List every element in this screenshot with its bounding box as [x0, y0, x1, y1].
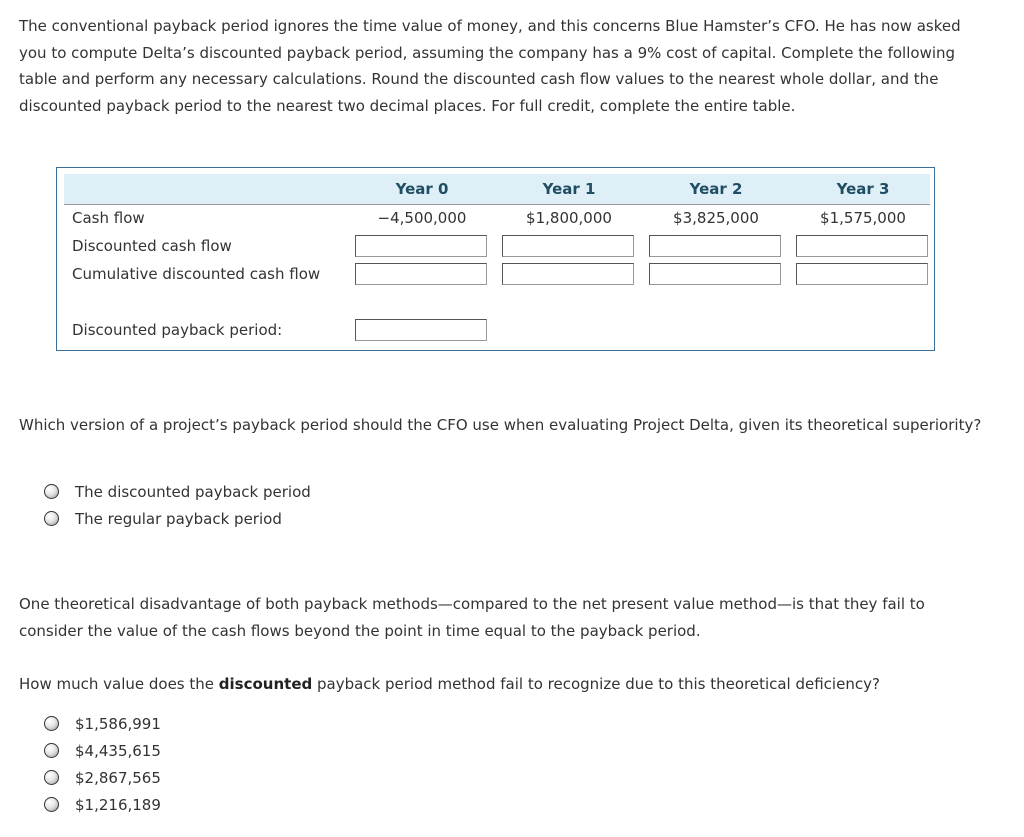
- intro-paragraph: The conventional payback period ignores the time value of money, and this concerns Blue Hamster’s CFO. He has now asked you to compute Delta’s discounted payback period, assuming the company has a 9% cost of capital. Complete the following table and perform any necessary calculations. Round the discounted cash flow values to the nearest whole dollar, and the discounted payback period to the nearest two decimal places. For full credit, complete the entire table.: [19, 17, 961, 115]
- radio-button-icon[interactable]: [44, 797, 59, 812]
- cash-flow-year-1: $1,800,000: [526, 209, 612, 227]
- payback-period-label: Discounted payback period:: [72, 321, 283, 339]
- discounted-cash-flow-year-3-input[interactable]: [796, 235, 928, 257]
- cash-flow-year-0: −4,500,000: [377, 209, 467, 227]
- question-2-text: How much value does the discounted payback period method fail to recognize due to this theoretical deficiency?: [19, 675, 880, 693]
- discounted-cash-flow-year-2-input[interactable]: [649, 235, 781, 257]
- cumulative-dcf-year-1-input[interactable]: [502, 263, 634, 285]
- row-label-cash-flow: Cash flow: [72, 209, 145, 227]
- row-label-cumulative-discounted-cash-flow: Cumulative discounted cash flow: [72, 265, 321, 283]
- header-year-1: Year 1: [542, 180, 596, 198]
- cash-flow-year-3: $1,575,000: [820, 209, 906, 227]
- header-year-2: Year 2: [689, 180, 743, 198]
- discounted-cash-flow-year-1-input[interactable]: [502, 235, 634, 257]
- cumulative-dcf-year-2-input[interactable]: [649, 263, 781, 285]
- radio-button-icon[interactable]: [44, 511, 59, 526]
- cumulative-dcf-year-0-input[interactable]: [355, 263, 487, 285]
- question-1-text: Which version of a project’s payback period should the CFO use when evaluating Project Delta, given its theoretical superiority?: [19, 416, 982, 434]
- emphasis-discounted: discounted: [218, 675, 313, 693]
- radio-button-icon[interactable]: [44, 484, 59, 499]
- cash-flow-year-2: $3,825,000: [673, 209, 759, 227]
- radio-button-icon[interactable]: [44, 743, 59, 758]
- radio-button-icon[interactable]: [44, 770, 59, 785]
- payback-period-input[interactable]: [355, 319, 487, 341]
- table-header-row: [64, 174, 930, 205]
- header-year-0: Year 0: [395, 180, 449, 198]
- row-label-discounted-cash-flow: Discounted cash flow: [72, 237, 232, 255]
- statement-paragraph: One theoretical disadvantage of both payback methods—compared to the net present value method—is that they fail to consider the value of the cash flows beyond the point in time equal to the payback period.: [19, 595, 925, 640]
- header-year-3: Year 3: [836, 180, 890, 198]
- cumulative-dcf-year-3-input[interactable]: [796, 263, 928, 285]
- discounted-payback-table: [56, 167, 935, 351]
- radio-button-icon[interactable]: [44, 716, 59, 731]
- discounted-cash-flow-year-0-input[interactable]: [355, 235, 487, 257]
